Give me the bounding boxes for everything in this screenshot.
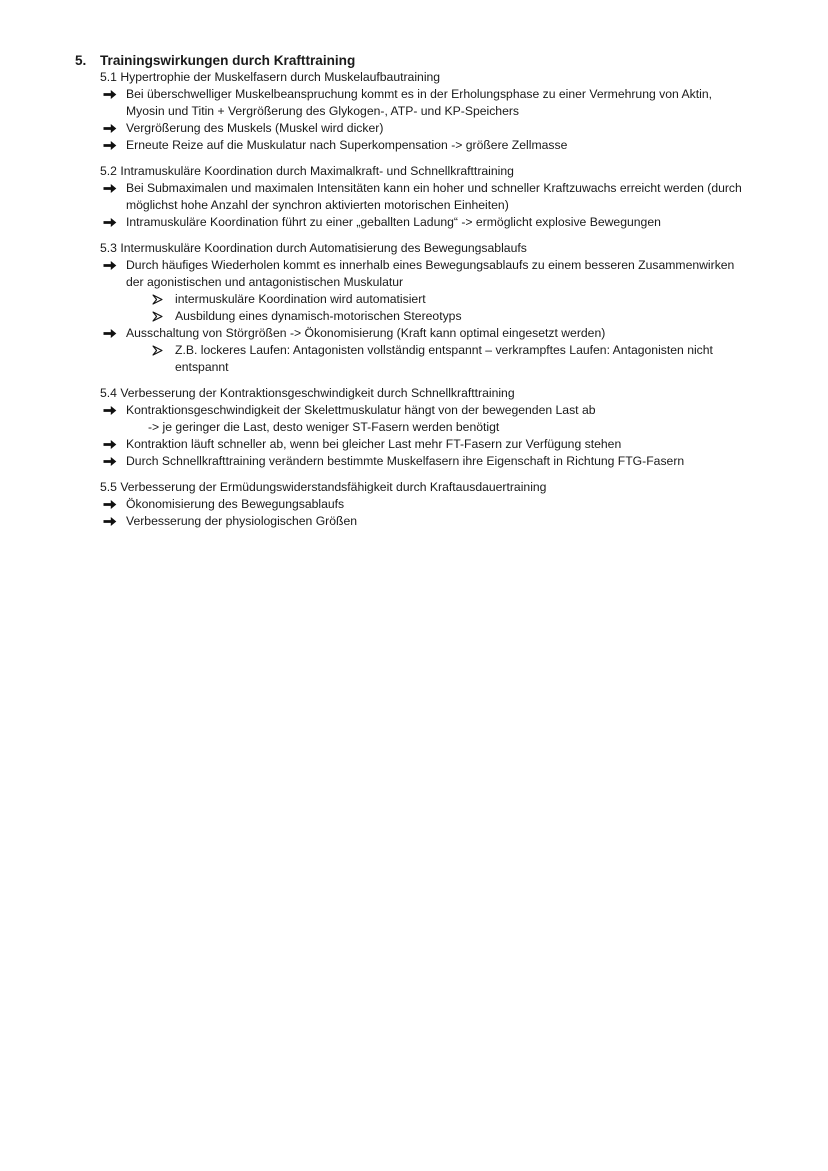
item-text-line: Intramuskuläre Koordination führt zu einer „geballten Ladung“ -> ermöglicht explosive Bewegungen	[126, 215, 661, 229]
subsection	[75, 69, 780, 154]
item-text-line: Ausschaltung von Störgrößen -> Ökonomisierung (Kraft kann optimal eingesetzt werden)	[126, 326, 606, 340]
subsection	[75, 240, 780, 376]
bullet-text	[126, 86, 780, 120]
arrow-right-icon	[103, 137, 119, 151]
arrow-right-icon	[103, 496, 119, 510]
subsection-heading: 5.5 Verbesserung der Ermüdungswiderstandsfähigkeit durch Kraftausdauertraining	[100, 480, 547, 494]
arrow-right-icon	[103, 214, 119, 228]
bullet-text	[126, 513, 780, 530]
bullet-text	[126, 325, 780, 342]
sub-bullet-item	[100, 291, 780, 308]
subsection	[75, 163, 780, 231]
arrow-right-icon	[103, 436, 119, 450]
arrow-right-icon	[103, 325, 119, 339]
arrow-right-icon	[103, 257, 119, 271]
item-text-line: Vergrößerung des Muskels (Muskel wird dicker)	[126, 121, 384, 135]
item-text-line: Erneute Reize auf die Muskulatur nach Superkompensation -> größere Zellmasse	[126, 138, 568, 152]
bullet-item	[100, 86, 780, 120]
arrow-right-icon	[103, 453, 119, 467]
item-text-line: Z.B. lockeres Laufen: Antagonisten vollständig entspannt – verkrampftes Laufen: Antagonisten nicht	[175, 343, 713, 357]
item-text-line: Verbesserung der physiologischen Größen	[126, 514, 358, 528]
section-heading	[75, 52, 780, 69]
bullet-item	[100, 402, 780, 419]
arrow-right-icon	[103, 180, 119, 194]
item-text-line: Durch Schnellkrafttraining verändern bestimmte Muskelfasern ihre Eigenschaft in Richtung FTG-Fasern	[126, 454, 685, 468]
section-title: Trainingswirkungen durch Krafttraining	[100, 53, 356, 68]
subsection-heading: 5.1 Hypertrophie der Muskelfasern durch Muskelaufbautraining	[100, 70, 441, 84]
arrow-right-icon	[103, 120, 119, 134]
chevron-bullet-icon	[152, 291, 166, 305]
sub-bullet-item	[100, 342, 780, 376]
bullet-text	[126, 453, 780, 470]
item-text-line: der agonistischen und antagonistischen Muskulatur	[126, 275, 404, 289]
bullet-text	[126, 137, 780, 154]
sub-bullet-text	[175, 342, 780, 376]
arrow-right-icon	[103, 86, 119, 100]
item-text-line: Ausbildung eines dynamisch-motorischen Stereotyps	[175, 309, 462, 323]
chevron-bullet-icon	[152, 342, 166, 356]
bullet-text	[126, 180, 780, 214]
bullet-text	[126, 496, 780, 513]
bullet-text	[126, 402, 780, 419]
bullet-text	[126, 436, 780, 453]
chevron-bullet-icon	[152, 308, 166, 322]
document-content	[75, 52, 780, 530]
subsection-heading: 5.3 Intermuskuläre Koordination durch Automatisierung des Bewegungsablaufs	[100, 241, 527, 255]
subsection-heading: 5.4 Verbesserung der Kontraktionsgeschwindigkeit durch Schnellkrafttraining	[100, 386, 515, 400]
bullet-item	[100, 257, 780, 291]
bullet-text	[126, 120, 780, 137]
bullet-item	[100, 496, 780, 513]
item-text-line: Durch häufiges Wiederholen kommt es innerhalb eines Bewegungsablaufs zu einem besseren Zusammenwirken	[126, 258, 735, 272]
bullet-item	[100, 137, 780, 154]
section-number: 5.	[75, 53, 87, 68]
bullet-text	[126, 257, 780, 291]
item-text-line: Bei Submaximalen und maximalen Intensitäten kann ein hoher und schneller Kraftzuwachs erreicht werden (durch	[126, 181, 742, 195]
bullet-item	[100, 513, 780, 530]
bullet-text	[126, 214, 780, 231]
bullet-item	[100, 180, 780, 214]
bullet-item	[100, 214, 780, 231]
arrow-right-icon	[103, 402, 119, 416]
sub-bullet-text	[175, 291, 780, 308]
subsection	[75, 385, 780, 470]
bullet-item	[100, 120, 780, 137]
subsection-heading: 5.2 Intramuskuläre Koordination durch Maximalkraft- und Schnellkrafttraining	[100, 164, 514, 178]
subsection	[75, 479, 780, 530]
bullet-item	[100, 453, 780, 470]
item-text-line: Kontraktion läuft schneller ab, wenn bei gleicher Last mehr FT-Fasern zur Verfügung stehen	[126, 437, 622, 451]
item-text-line: Ökonomisierung des Bewegungsablaufs	[126, 497, 345, 511]
sub-bullet-text	[175, 308, 780, 325]
item-text-line: möglichst hohe Anzahl der synchron aktivierten motorischen Einheiten)	[126, 198, 509, 212]
bullet-continuation: -> je geringer die Last, desto weniger ST-Fasern werden benötigt	[148, 420, 500, 434]
sub-bullet-item	[100, 308, 780, 325]
arrow-right-icon	[103, 513, 119, 527]
item-text-line: Myosin und Titin + Vergrößerung des Glykogen-, ATP- und KP-Speichers	[126, 104, 520, 118]
item-text-line: intermuskuläre Koordination wird automatisiert	[175, 292, 426, 306]
item-text-line: Bei überschwelliger Muskelbeanspruchung kommt es in der Erholungsphase zu einer Vermehrung von Aktin,	[126, 87, 712, 101]
item-text-line: Kontraktionsgeschwindigkeit der Skelettmuskulatur hängt von der bewegenden Last ab	[126, 403, 596, 417]
bullet-item	[100, 325, 780, 342]
item-text-line: entspannt	[175, 360, 229, 374]
subsection-list	[75, 69, 780, 530]
bullet-item	[100, 436, 780, 453]
